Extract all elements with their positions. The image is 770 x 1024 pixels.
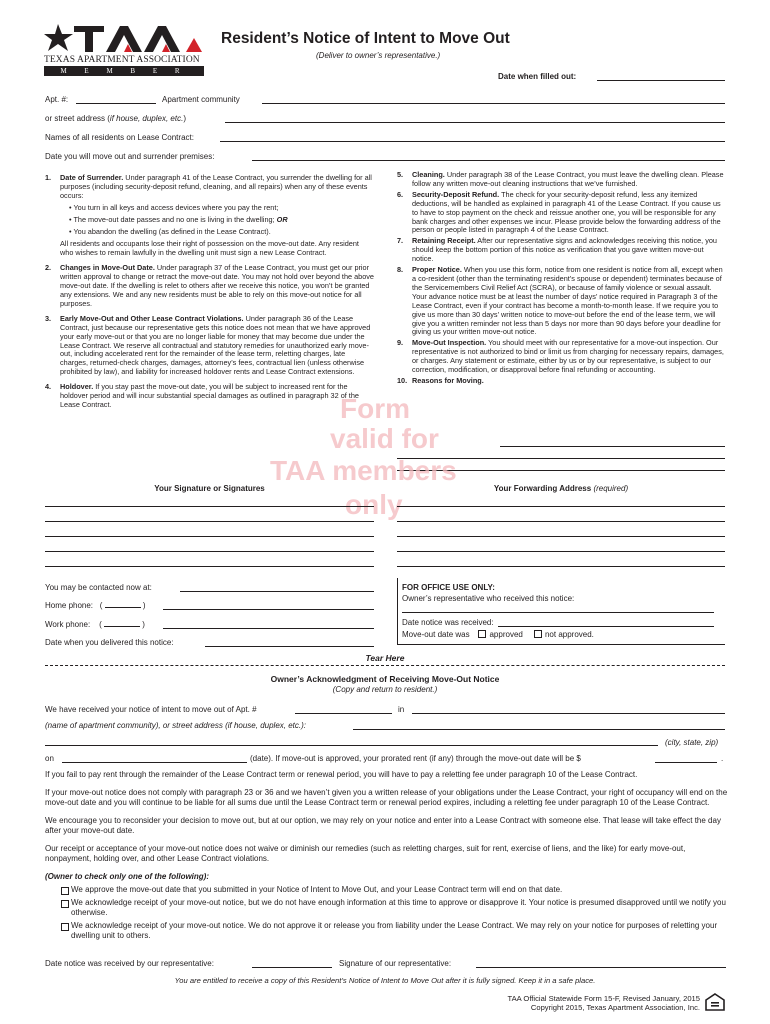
term-7: 7. Retaining Receipt. After our representative signs and acknowledges receiving this notice, you should keep the bottom portion of this notice as verification that you gave written move-out notice. (397, 236, 717, 264)
ack-date-rep-label: Date notice was received by our representative: (45, 959, 214, 968)
reasons-field-3[interactable] (397, 470, 725, 471)
approved-checkbox[interactable] (478, 630, 486, 638)
ack-received-label: We have received your notice of intent to move out of Apt. # (45, 705, 257, 714)
apt-label: Apt. #: (45, 95, 69, 104)
term-9: 9. Move-Out Inspection. You should meet with our representative for a move-out inspection. Our representative is not authorized to bind or limit us from charging for necessary repairs, damages, or charges. Any statement or estimate, either by us or by our representative, is subject to our correction, modification, or disapproval before final refunding or accounting. (397, 338, 724, 375)
tear-line (45, 665, 725, 666)
signature-field[interactable] (45, 551, 374, 552)
ack-sig-rep-label: Signature of our representative: (339, 959, 452, 968)
ack-apt-field[interactable] (295, 713, 392, 714)
move-date-label: Date you will move out and surrender premises: (45, 152, 215, 161)
term-6: 6. Security-Deposit Refund. The check for your security-deposit refund, less any itemized deductions, will be handled as explained in paragraph 41 of the Lease Contract. If you cause us to have to stop payment on the check and reissue another one, you will be responsible for any bank charges and other expenses we incur. Please provide below the forwarding address of the person or people listed in paragraph 4 of the Lease Contract. (397, 189, 721, 235)
work-phone-label: Work phone: ( ) (45, 620, 145, 629)
ack-para-4: Our receipt or acceptance of your move-out notice does not waive or diminish our remedies (such as reletting charges, suit for rent, exercise of liens, and the like) for early move-out, nonpayment, holding over, and other Lease Contract violations. (45, 844, 686, 863)
ack-csz-label: (city, state, zip) (665, 738, 719, 747)
office-rep-field[interactable] (402, 612, 714, 613)
community-field[interactable] (262, 103, 725, 104)
delivered-date-label: Date when you delivered this notice: (45, 638, 174, 647)
term-8: 8. Proper Notice. When you use this form, notice from one resident is notice from all, except when a co-resident (other than the terminating resident’s spouse or dependent) terminates because of the Servicemembers Civil Relief Act (SCRA), or because of family violence or sexual assault. Your advance notice must be at least the number of days’ notice required in Paragraph 3 of the Lease Contract, even if your contract has become a month-to-month lease. If we require you to give us more than 30 days’ written notice to move-out before the end of the lease term, we will give you a written reminder not less than 5 days nor more than 90 days before your deadline for giving us your written move-out notice. (397, 265, 723, 337)
names-field[interactable] (220, 141, 725, 142)
delivered-date-field[interactable] (205, 646, 374, 647)
street-label: or street address (if house, duplex, etc.) (45, 114, 186, 123)
bullet-date-passes: • The move-out date passes and no one is living in the dwelling; OR (69, 214, 288, 224)
ack-on-field[interactable] (62, 762, 247, 763)
office-received-label: Date notice was received: (402, 618, 494, 627)
forwarding-heading: Your Forwarding Address (required) (493, 484, 629, 493)
ack-in-label: in (398, 705, 405, 714)
taa-logo-graphic (44, 22, 204, 56)
ack-address-field[interactable] (45, 745, 658, 746)
tear-here-label: Tear Here (355, 653, 415, 663)
office-box-bottom (397, 644, 725, 645)
ack-option-checkbox[interactable] (61, 887, 69, 895)
forwarding-field[interactable] (397, 521, 725, 522)
office-use-heading: FOR OFFICE USE ONLY: (402, 583, 495, 592)
forwarding-field[interactable] (397, 551, 725, 552)
signature-heading: Your Signature or Signatures (154, 484, 265, 493)
forwarding-field[interactable] (397, 506, 725, 507)
home-phone-label: Home phone: ( ) (45, 601, 146, 610)
term-1: 1. Date of Surrender. Under paragraph 41 of the Lease Contract, you surrender the dwelling for all purposes (including security-deposit refund, cleaning, and all repairs) when any of these events occurs: • You turn in all keys and access devices where you pay the rent; • The move-out date passes and no one is living in the dwelling; OR • You abandon the dwelling (as defined in the Lease Contract). All residents and occupants lose their right of possession on the move-out date. Any resident who wishes to remain lawfully in the dwelling unit must sign a new Lease Contract. (45, 174, 374, 258)
ack-date-rep-field[interactable] (252, 967, 332, 968)
ack-para-3: We encourage you to reconsider your decision to move out, but at our option, we may rely on your notice and enter into a Lease Contract with someone else. That lease will take effect the day after your move-out date. (45, 816, 721, 835)
signature-field[interactable] (45, 536, 374, 537)
ack-option-checkbox[interactable] (61, 923, 69, 931)
signature-field[interactable] (45, 566, 374, 567)
ack-keep-note: You are entitled to receive a copy of this Resident’s Notice of Intent to Move Out after it is fully signed. Keep it in a safe place. (174, 976, 596, 985)
footer-copyright: Copyright 2015, Texas Apartment Association, Inc. (530, 1003, 700, 1012)
office-rep-label: Owner’s representative who received this notice: (402, 594, 575, 603)
office-move-date-row: Move-out date was approved not approved. (402, 630, 594, 639)
ack-sig-rep-field[interactable] (476, 967, 726, 968)
page-subtitle: (Deliver to owner’s representative.) (316, 51, 441, 60)
ack-check-one: (Owner to check only one of the following): (45, 872, 209, 881)
ack-prorated-field[interactable] (655, 762, 717, 763)
term-10: 10. Reasons for Moving. (397, 375, 484, 385)
term-3: 3. Early Move-Out and Other Lease Contract Violations. Under paragraph 36 of the Lease Contract, just because our representative gets this notice does not mean that we have approved your early move-out or that you are no longer liable for money that may become due under the Lease Contract. We reserve all contractual and statutory remedies for unauthorized early move-out, including accelerated rent for the remainder of the lease term, reletting charges, late charges, returned-check charges, damages, attorney’s fees, contractual lien (unless otherwise prohibited by law), and liability for increased holdover rents and Lease Contract extensions. (45, 313, 371, 377)
ack-para-2: If your move-out notice does not comply with paragraph 23 or 36 and we haven’t given you a written release of your obligations under the Lease Contract, your right of occupancy will end on the move-out date and you will continue to be liable for all sums due until the Lease Contract term or renewal period expires, including a reletting fee under paragraph 10 of the Lease Contract. (45, 788, 728, 807)
ack-option-not-approved: We acknowledge receipt of your move-out notice. We do not approve it or release you from liability under the Lease Contract. We may rely on your notice for purposes of reletting your dwelling unit to others. (45, 921, 729, 941)
ack-para-1: If you fail to pay rent through the remainder of the Lease Contract term or renewal period, you will have to pay a reletting fee under paragraph 10 of the Lease Contract. (45, 770, 638, 779)
logo-association: TEXAS APARTMENT ASSOCIATION (44, 55, 200, 65)
ack-option-approve: We approve the move-out date that you submitted in your Notice of Intent to Move Out, and your Lease Contract term will end on that date. (45, 885, 729, 895)
watermark: Form valid for TAA members only (270, 393, 457, 520)
date-filled-label: Date when filled out: (498, 72, 577, 81)
move-date-field[interactable] (252, 160, 725, 161)
office-box-left (397, 578, 398, 644)
terms-left-column (45, 174, 374, 416)
logo-member-text: M E M B E R (60, 67, 188, 75)
term-2: 2. Changes in Move-Out Date. Under paragraph 37 of the Lease Contract, you must get our prior written approval to change or retract the move-out date. You may not hold over beyond the above move-out date. If the dwelling is relet to others after we receive this notice, you won’t be granted any extensions. We and any new residents must be able to rely on this move-out notice for all purposes. (45, 263, 374, 308)
ack-on-label: on (45, 754, 54, 763)
work-phone-field[interactable] (163, 628, 374, 629)
ack-community-label: (name of apartment community), or street address (if house, duplex, etc.): (45, 721, 306, 730)
ack-option-insufficient: We acknowledge receipt of your move-out notice, but we do not have enough information at this time to approve or disapprove it. Your notice is presumed disapproved until we notify you otherwise. (45, 898, 729, 918)
bullet-keys: • You turn in all keys and access devices where you pay the rent; (69, 202, 279, 212)
forwarding-field[interactable] (397, 536, 725, 537)
ack-date-text: (date). If move-out is approved, your prorated rent (if any) through the move-out date will be $ (250, 754, 581, 763)
reasons-field-2[interactable] (397, 458, 725, 459)
forwarding-field[interactable] (397, 566, 725, 567)
ack-community-field[interactable] (353, 729, 725, 730)
home-phone-field[interactable] (163, 609, 374, 610)
street-field[interactable] (225, 122, 725, 123)
equal-housing-icon (705, 993, 725, 1011)
community-label: Apartment community (162, 95, 240, 104)
taa-logo (44, 22, 204, 74)
ack-title: Owner’s Acknowledgment of Receiving Move-Out Notice (270, 674, 500, 684)
ack-period: . (721, 754, 724, 763)
ack-option-checkbox[interactable] (61, 900, 69, 908)
contact-intro: You may be contacted now at: (45, 583, 152, 592)
names-label: Names of all residents on Lease Contract: (45, 133, 194, 142)
apt-field[interactable] (76, 103, 156, 104)
date-filled-field[interactable] (597, 80, 725, 81)
ack-body (45, 770, 729, 944)
term-5: 5. Cleaning. Under paragraph 38 of the Lease Contract, you must leave the dwelling clean. Please follow any written move-out cleaning instructions that we’ve furnished. (397, 170, 724, 188)
signature-field[interactable] (45, 506, 374, 507)
term-1-tail: All residents and occupants lose their right of possession on the move-out date. Any resident who wishes to remain lawfully in the dwelling unit must sign a new Lease Contract. (60, 239, 359, 258)
logo-member-bar (44, 66, 204, 76)
ack-in-field[interactable] (412, 713, 725, 714)
terms-right-column (397, 171, 725, 392)
contact-field[interactable] (180, 591, 374, 592)
signature-field[interactable] (45, 521, 374, 522)
not-approved-checkbox[interactable] (534, 630, 542, 638)
office-received-field[interactable] (498, 626, 714, 627)
page-title: Resident’s Notice of Intent to Move Out (221, 30, 510, 47)
term-4: 4. Holdover. If you stay past the move-out date, you will be subject to increased rent for the holdover period and will incur substantial special damages as outlined in paragraph 32 of the Lease Contract. (45, 382, 359, 409)
ack-subtitle: (Copy and return to resident.) (332, 685, 438, 694)
reasons-field-1[interactable] (500, 446, 725, 447)
footer-form-id: TAA Official Statewide Form 15-F, Revised January, 2015 (507, 994, 700, 1003)
bullet-abandon: • You abandon the dwelling (as defined in the Lease Contract). (69, 226, 271, 236)
